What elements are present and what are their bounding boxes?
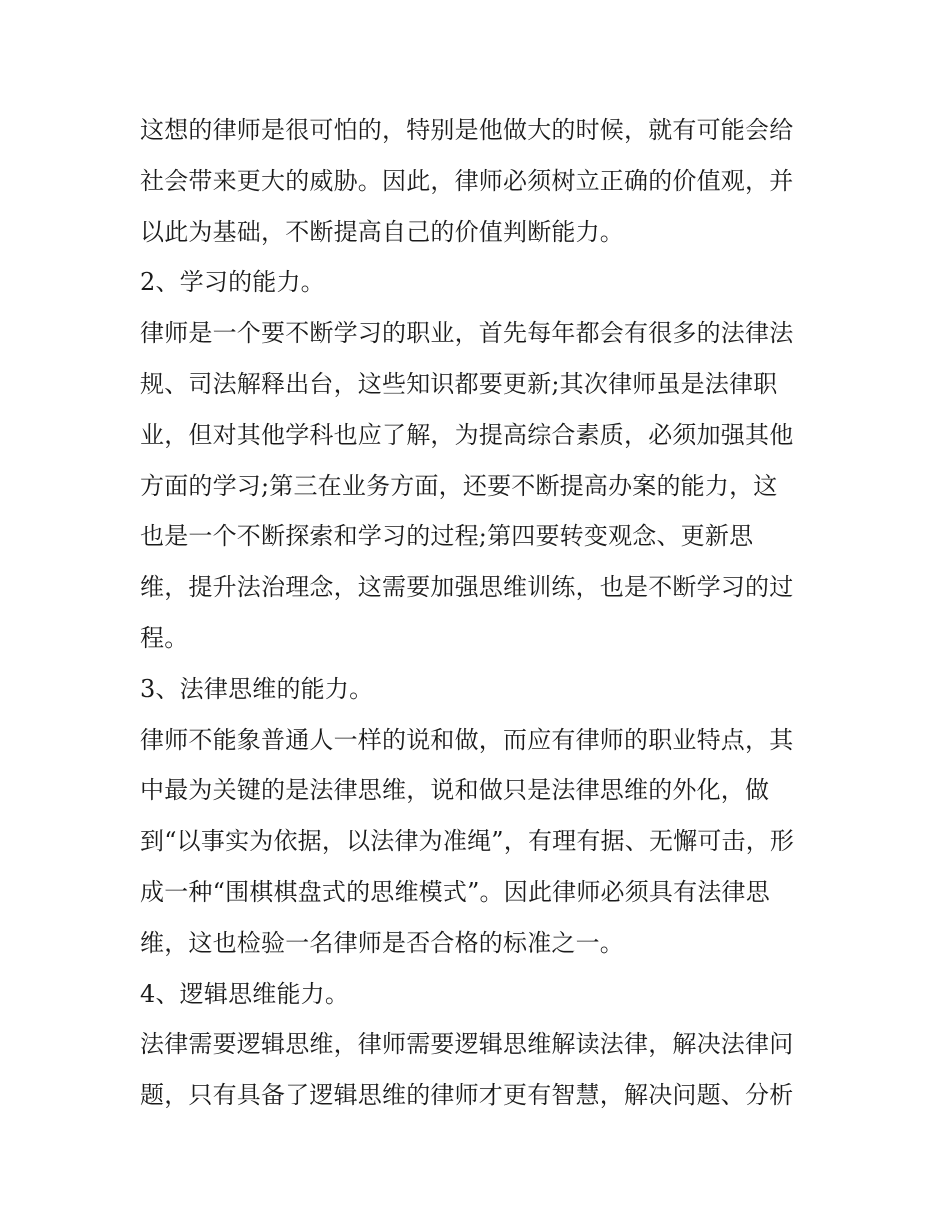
- paragraph-line: 到“以事实为依据，以法律为准绳”，有理有据、无懈可击，形: [140, 827, 795, 855]
- section-heading: 2、学习的能力。: [140, 268, 325, 296]
- paragraph-line: 维，这也检验一名律师是否合格的标准之一。: [140, 929, 624, 957]
- section-heading: 3、法律思维的能力。: [140, 675, 374, 703]
- paragraph-line: 这想的律师是很可怕的，特别是他做大的时候，就有可能会给: [140, 116, 794, 144]
- paragraph-line: 规、司法解释出台，这些知识都要更新;其次律师虽是法律职: [140, 370, 778, 398]
- paragraph-line: 也是一个不断探索和学习的过程;第四要转变观念、更新思: [140, 522, 754, 550]
- paragraph-line: 律师不能象普通人一样的说和做，而应有律师的职业特点，其: [140, 726, 794, 754]
- paragraph-line: 中最为关键的是法律思维，说和做只是法律思维的外化，做: [140, 776, 770, 804]
- paragraph-line: 以此为基础，不断提高自己的价值判断能力。: [140, 218, 624, 246]
- paragraph-line: 维，提升法治理念，这需要加强思维训练，也是不断学习的过: [140, 573, 794, 601]
- paragraph-line: 律师是一个要不断学习的职业，首先每年都会有很多的法律法: [140, 319, 794, 347]
- paragraph-line: 成一种“围棋棋盘式的思维模式”。因此律师必须具有法律思: [140, 878, 770, 906]
- paragraph-line: 业，但对其他学科也应了解，为提高综合素质，必须加强其他: [140, 421, 794, 449]
- paragraph-line: 程。: [140, 624, 189, 652]
- paragraph-line: 题，只有具备了逻辑思维的律师才更有智慧，解决问题、分析: [140, 1081, 794, 1109]
- paragraph-line: 社会带来更大的威胁。因此，律师必须树立正确的价值观，并: [140, 167, 794, 195]
- paragraph-line: 方面的学习;第三在业务方面，还要不断提高办案的能力，这: [140, 472, 778, 500]
- section-heading: 4、逻辑思维能力。: [140, 980, 350, 1008]
- paragraph-line: 法律需要逻辑思维，律师需要逻辑思维解读法律，解决法律问: [140, 1030, 794, 1058]
